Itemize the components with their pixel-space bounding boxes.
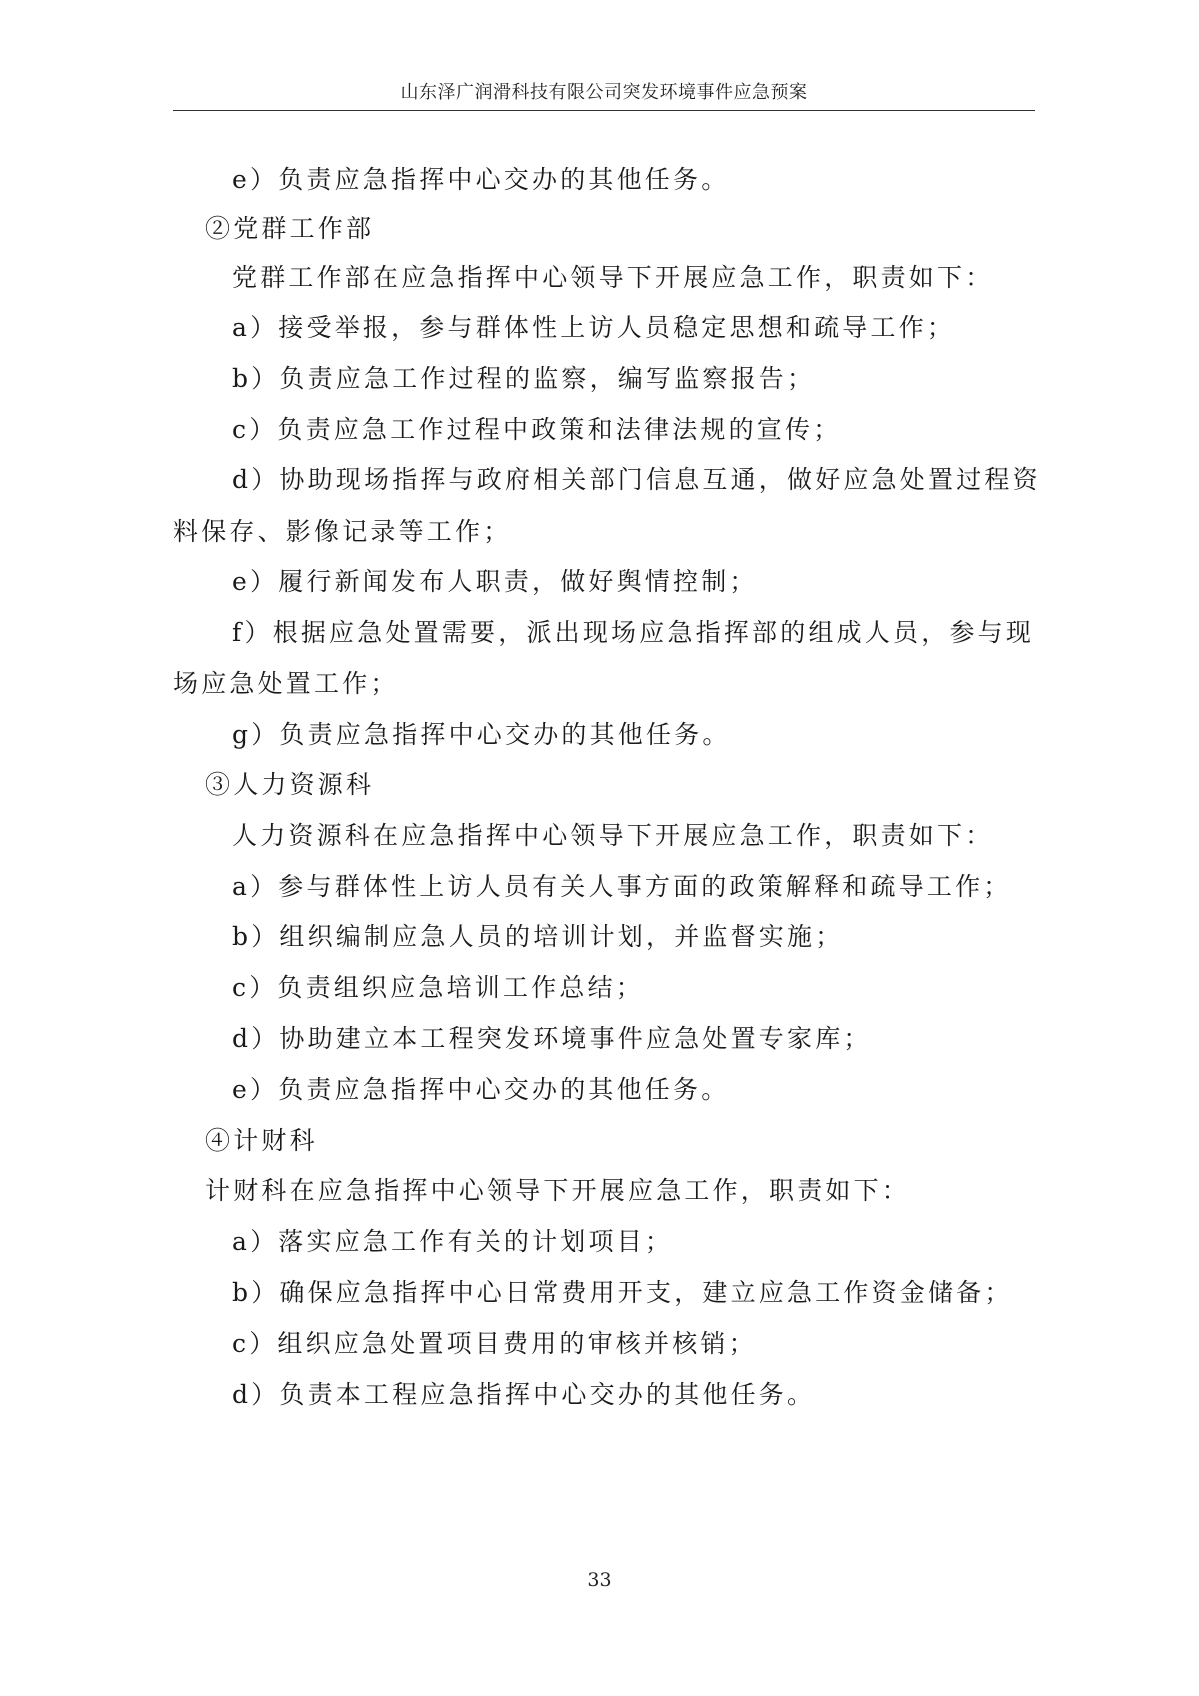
paragraph-line: a）接受举报，参与群体性上访人员稳定思想和疏导工作； [232, 313, 956, 342]
page-number: 33 [587, 1569, 612, 1591]
section-heading: ③人力资源科 [205, 770, 375, 799]
paragraph-line: b）确保应急指挥中心日常费用开支，建立应急工作资金储备； [232, 1278, 1013, 1307]
paragraph-line: c）负责组织应急培训工作总结； [232, 973, 645, 1002]
paragraph-line: a）落实应急工作有关的计划项目； [232, 1227, 674, 1256]
paragraph-line: 人力资源科在应急指挥中心领导下开展应急工作，职责如下： [232, 821, 994, 850]
paragraph-line: d）负责本工程应急指挥中心交办的其他任务。 [232, 1380, 816, 1409]
paragraph-line: g）负责应急指挥中心交办的其他任务。 [232, 720, 731, 749]
paragraph-line: c）负责应急工作过程中政策和法律法规的宣传； [232, 415, 842, 444]
document-header: 山东泽广润滑科技有限公司突发环境事件应急预案 [400, 82, 808, 103]
paragraph-line: e）负责应急指挥中心交办的其他任务。 [232, 1075, 730, 1104]
paragraph-line: e）履行新闻发布人职责，做好舆情控制； [232, 567, 758, 596]
paragraph-line: b）组织编制应急人员的培训计划，并监督实施； [232, 922, 844, 951]
header-divider [173, 110, 1035, 111]
paragraph-line: d）协助建立本工程突发环境事件应急处置专家库； [232, 1024, 872, 1053]
paragraph-line: f）根据应急处置需要，派出现场应急指挥部的组成人员，参与现 [232, 618, 1035, 647]
paragraph-line: 计财科在应急指挥中心领导下开展应急工作，职责如下： [205, 1176, 911, 1205]
paragraph-line: e）负责应急指挥中心交办的其他任务。 [232, 165, 730, 194]
paragraph-line: c）组织应急处置项目费用的审核并核销； [232, 1329, 757, 1358]
section-heading: ④计财科 [205, 1126, 318, 1155]
section-heading: ②党群工作部 [205, 214, 375, 243]
paragraph-line: b）负责应急工作过程的监察，编写监察报告； [232, 364, 816, 393]
paragraph-line: a）参与群体性上访人员有关人事方面的政策解释和疏导工作； [232, 872, 1012, 901]
paragraph-line: 料保存、影像记录等工作； [173, 517, 512, 546]
paragraph-line: 场应急处置工作； [173, 669, 399, 698]
paragraph-line: 党群工作部在应急指挥中心领导下开展应急工作，职责如下： [232, 263, 994, 292]
paragraph-line: d）协助现场指挥与政府相关部门信息互通，做好应急处置过程资 [232, 465, 1041, 494]
